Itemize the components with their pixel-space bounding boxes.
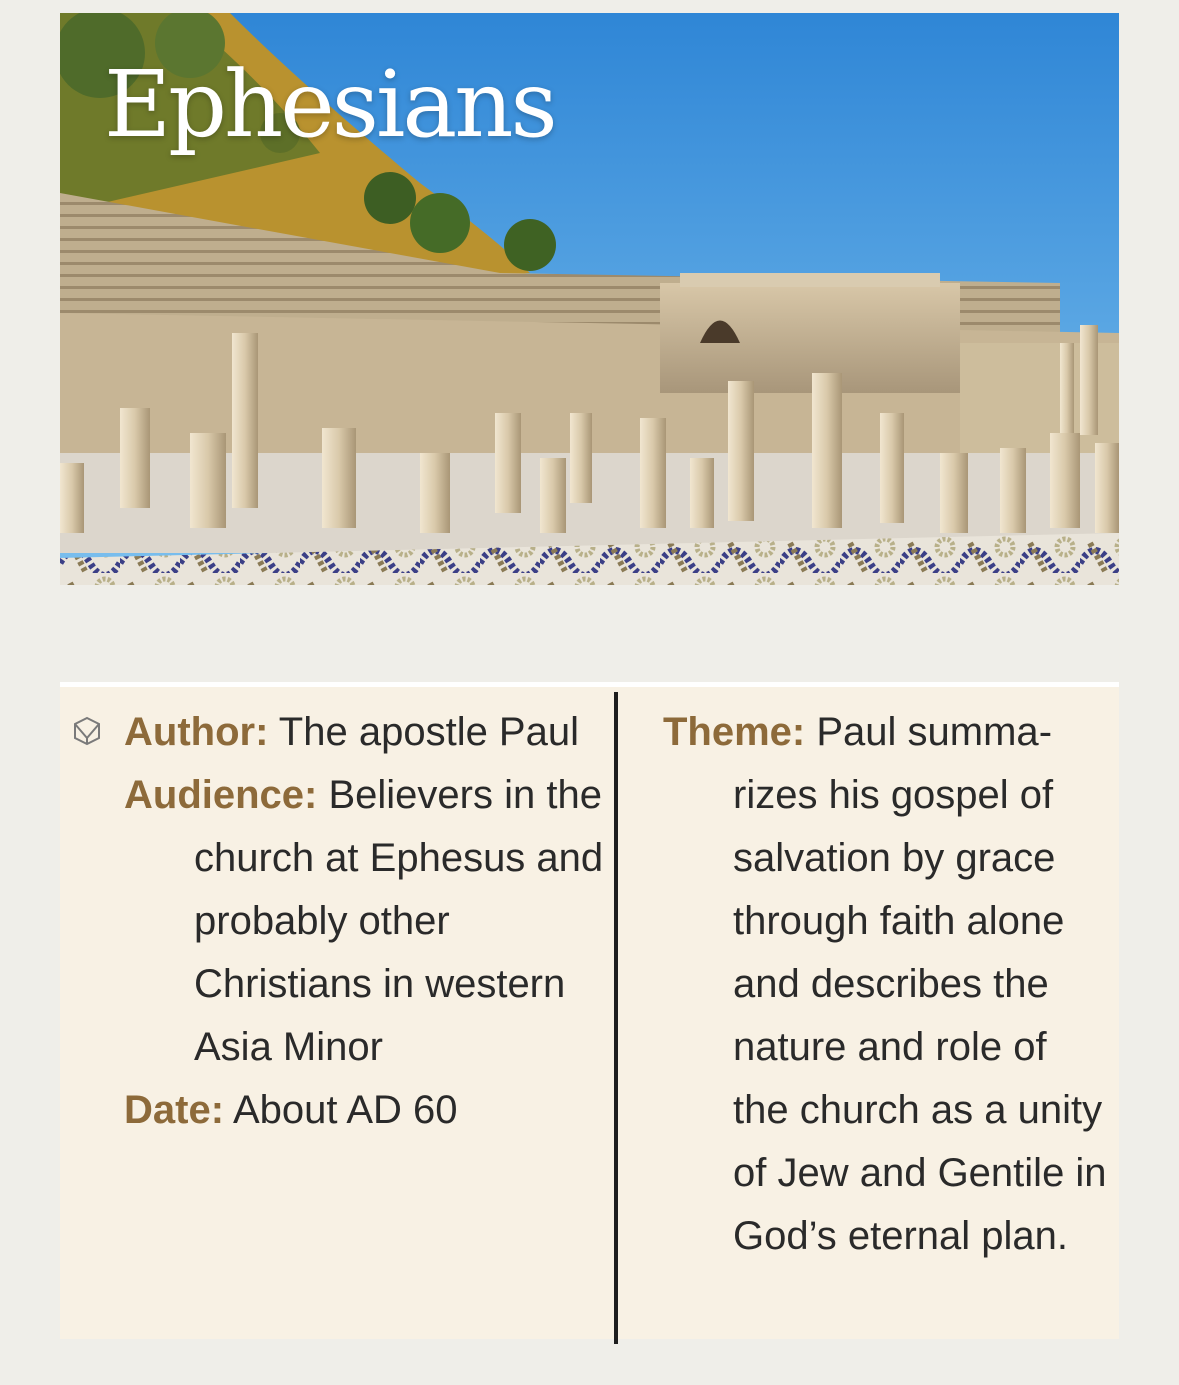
theme-value: Paul summarizes his gospel of salvation by grace through faith alone and describes the nature and role of the church as a unity of Jew and Gentile in God’s eternal plan. bbox=[733, 710, 1107, 1258]
author-entry bbox=[124, 701, 604, 764]
audience-entry bbox=[124, 764, 604, 1079]
theme-label: Theme: bbox=[663, 710, 806, 754]
audience-value: Believers in the church at Ephesus and probably other Christians in western Asia Minor bbox=[194, 773, 604, 1069]
book-title: Ephesians bbox=[104, 51, 555, 158]
theme-entry bbox=[663, 701, 1113, 1268]
book-icon bbox=[72, 716, 102, 746]
book-info-box bbox=[60, 682, 1119, 1339]
audience-label: Audience: bbox=[124, 773, 318, 817]
date-label: Date: bbox=[124, 1088, 225, 1132]
column-divider bbox=[614, 692, 618, 1344]
date-value: About AD 60 bbox=[232, 1088, 458, 1132]
info-left-column bbox=[124, 701, 604, 1142]
info-right-column bbox=[663, 701, 1113, 1268]
author-label: Author: bbox=[124, 710, 269, 754]
date-entry bbox=[124, 1079, 604, 1142]
author-value: The apostle Paul bbox=[278, 710, 579, 754]
hero-image bbox=[60, 13, 1119, 585]
